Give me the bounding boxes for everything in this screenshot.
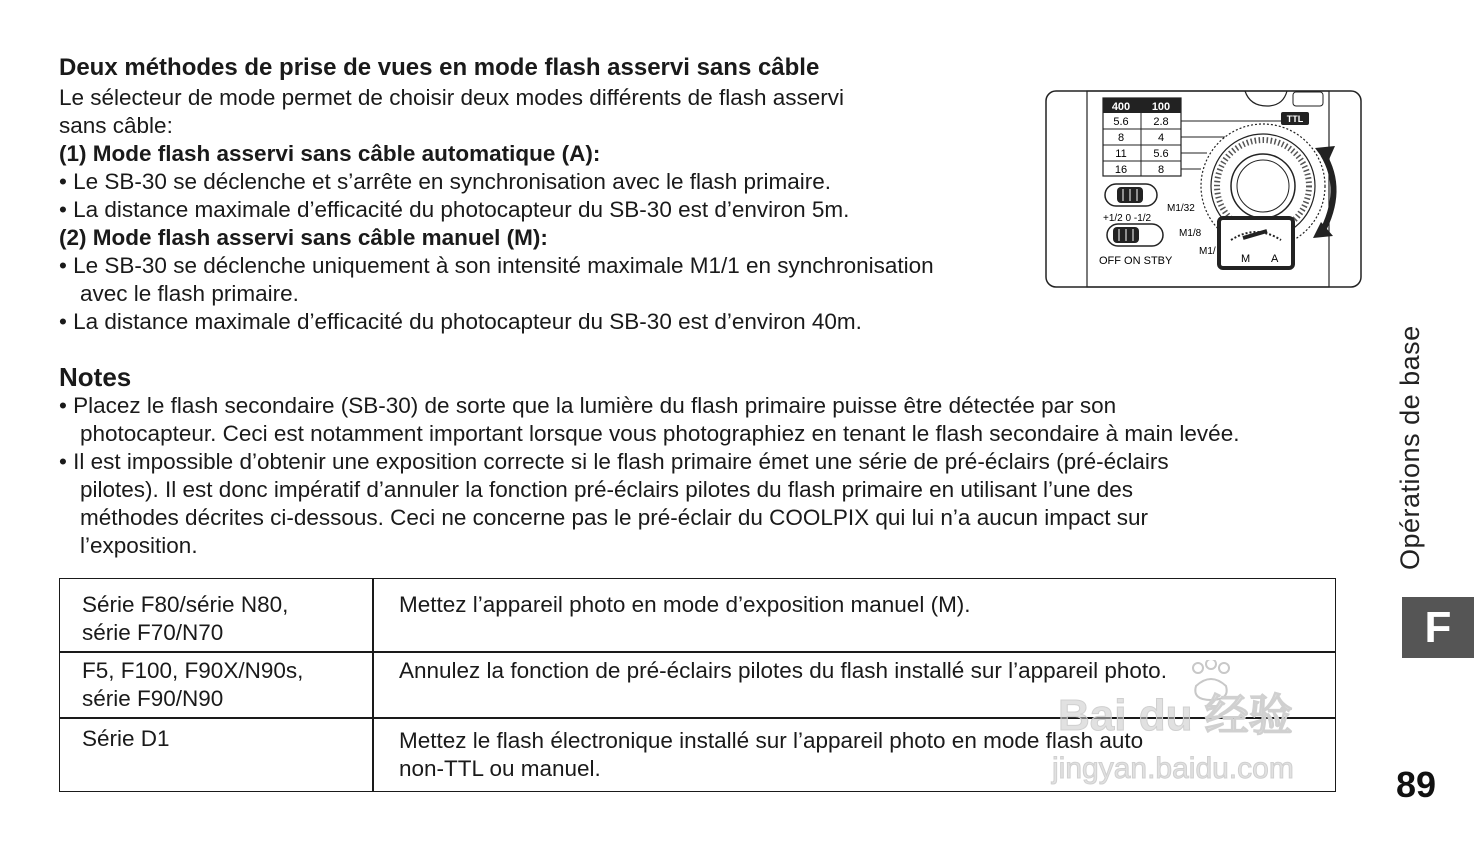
aperture-value: 5.6 <box>1113 116 1129 128</box>
dial-label: M1/8 <box>1179 228 1202 239</box>
intro-text: sans câble: <box>59 113 173 138</box>
mode-label-a: A <box>1271 253 1279 265</box>
table-cell-camera: Série D1 <box>82 726 170 751</box>
list-item: • Le SB-30 se déclenche et s’arrête en synchronisation avec le flash primaire. <box>59 169 832 194</box>
table-cell-camera: Série F80/série N80, <box>82 592 289 617</box>
aperture-value: 4 <box>1157 132 1165 144</box>
list-item: • La distance maximale d’efficacité du photocapteur du SB-30 est d’environ 5m. <box>59 197 850 222</box>
note-item-continuation: pilotes). Il est donc impératif d’annuler la fonction pré-éclairs pilotes du flash primaire en utilisant l’une des <box>80 477 1134 502</box>
note-item-continuation: photocapteur. Ceci est notamment important lorsque vous photographiez en tenant le flash secondaire à main levée. <box>80 421 1240 446</box>
table-cell-action: Mettez l’appareil photo en mode d’exposition manuel (M). <box>399 592 971 617</box>
table-cell-camera: série F90/N90 <box>82 686 224 711</box>
table-cell-camera: F5, F100, F90X/N90s, <box>82 658 304 683</box>
flash-control-illustration <box>1045 90 1363 290</box>
iso-header: 100 <box>1151 101 1171 113</box>
dial-label: M1/32 <box>1167 203 1195 214</box>
intro-text: Le sélecteur de mode permet de choisir deux modes différents de flash asservi <box>59 85 845 110</box>
aperture-value: 5.6 <box>1153 148 1169 160</box>
mode-label-m: M <box>1241 253 1251 265</box>
power-labels: OFF ON STBY <box>1099 255 1173 267</box>
mode-a-title: (1) Mode flash asservi sans câble automatique (A): <box>59 141 601 166</box>
aperture-value: 16 <box>1114 164 1128 176</box>
section-side-label: Opérations de base <box>1395 325 1425 570</box>
aperture-value: 8 <box>1117 132 1125 144</box>
watermark-brand: Bai du 经验 <box>1058 691 1293 740</box>
mode-m-title: (2) Mode flash asservi sans câble manuel (M): <box>59 225 548 250</box>
table-cell-camera: série F70/N70 <box>82 620 224 645</box>
ttl-badge: TTL <box>1286 114 1304 124</box>
table-cell-action: non-TTL ou manuel. <box>399 756 601 781</box>
list-item: • Le SB-30 se déclenche uniquement à son intensité maximale M1/1 en synchronisation <box>59 253 934 278</box>
note-item: • Il est impossible d’obtenir une exposition correcte si le flash primaire émet une série de pré-éclairs (pré-éclairs <box>59 449 1169 474</box>
table-cell-action: Mettez le flash électronique installé sur l’appareil photo en mode flash auto <box>399 728 1144 753</box>
watermark-url: jingyan.baidu.com <box>1052 752 1294 785</box>
camera-settings-table <box>59 578 1336 792</box>
table-cell-action: Annulez la fonction de pré-éclairs pilotes du flash installé sur l’appareil photo. <box>399 658 1167 683</box>
page-number: 89 <box>1396 764 1437 805</box>
chapter-tab: F <box>1402 597 1474 658</box>
ev-labels: +1/2 0 -1/2 <box>1103 213 1152 224</box>
notes-heading: Notes <box>59 362 132 392</box>
note-item-continuation: l’exposition. <box>80 533 198 558</box>
list-item-continuation: avec le flash primaire. <box>80 281 299 306</box>
note-item-continuation: méthodes décrites ci-dessous. Ceci ne concerne pas le pré-éclair du COOLPIX qui lui n’a aucun impact sur <box>80 505 1149 530</box>
list-item: • La distance maximale d’efficacité du photocapteur du SB-30 est d’environ 40m. <box>59 309 862 334</box>
note-item: • Placez le flash secondaire (SB-30) de sorte que la lumière du flash primaire puisse être détectée par son <box>59 393 1117 418</box>
aperture-value: 8 <box>1157 164 1165 176</box>
iso-header: 400 <box>1111 101 1131 113</box>
aperture-value: 2.8 <box>1153 116 1169 128</box>
section-heading: Deux méthodes de prise de vues en mode flash asservi sans câble <box>59 54 820 81</box>
aperture-value: 11 <box>1115 148 1127 160</box>
dial-label: M1/ <box>1199 246 1216 257</box>
